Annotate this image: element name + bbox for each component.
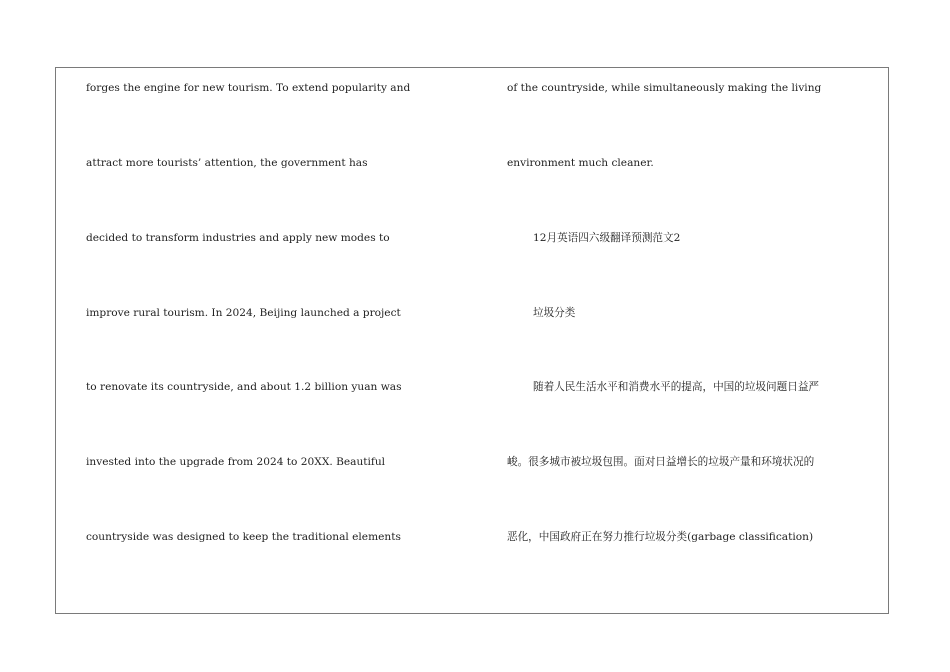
paragraph-line: 恶化，中国政府正在努力推行垃圾分类(garbage classification) [507, 531, 814, 543]
topic-title: 垃圾分类 [533, 307, 576, 319]
paragraph-line: decided to transform industries and apply new modes to [86, 232, 390, 244]
paragraph-line: invested into the upgrade from 2024 to 20XX. Beautiful [86, 456, 386, 468]
paragraph-line: attract more tourists’ attention, the government has [86, 157, 368, 169]
paragraph-line: of the countryside, while simultaneously making the living [507, 82, 822, 94]
document-page [55, 67, 889, 614]
paragraph-line: countryside was designed to keep the traditional elements [86, 531, 401, 543]
paragraph-line: to renovate its countryside, and about 1.2 billion yuan was [86, 381, 402, 393]
paragraph-line: environment much cleaner. [507, 157, 654, 169]
section-heading: 12月英语四六级翻译预测范文2 [533, 232, 681, 244]
paragraph-line: 峻。很多城市被垃圾包围。面对日益增长的垃圾产量和环境状况的 [507, 456, 815, 468]
paragraph-line: 随着人民生活水平和消费水平的提高，中国的垃圾问题日益严 [533, 381, 820, 393]
paragraph-line: improve rural tourism. In 2024, Beijing launched a project [86, 307, 401, 319]
paragraph-line: forges the engine for new tourism. To extend popularity and [86, 82, 411, 94]
